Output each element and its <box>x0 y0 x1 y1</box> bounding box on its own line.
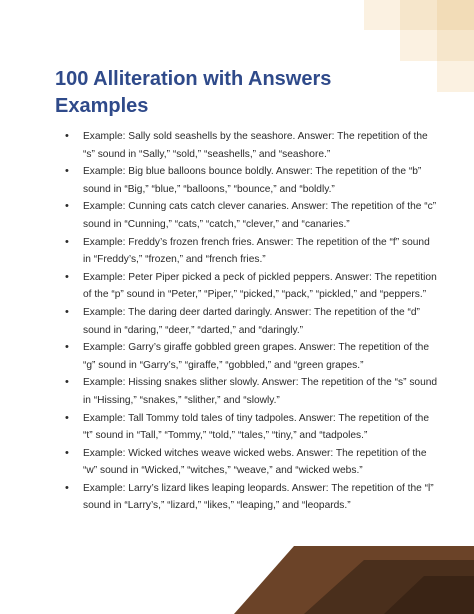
example-list <box>58 128 438 515</box>
list-item: • Example: Big blue balloons bounce boldly. Answer: The repetition of the “b” sound in “Big,” “blue,” “balloons,” “bounce,” and “boldly.” <box>58 163 438 198</box>
list-item: • Example: Larry’s lizard likes leaping leopards. Answer: The repetition of the “l” sound in “Larry’s,” “lizard,” “likes,” “leaping,” and “leopards.” <box>58 480 438 515</box>
list-item: • Example: Garry’s giraffe gobbled green grapes. Answer: The repetition of the “g” sound in “Garry’s,” “giraffe,” “gobbled,” and “green grapes.” <box>58 339 438 374</box>
list-item: • Example: Peter Piper picked a peck of pickled peppers. Answer: The repetition of the “p” sound in “Peter,” “Piper,” “picked,” “pack,” “pickled,” and “peppers.” <box>58 269 438 304</box>
corner-decoration-bottom <box>174 546 474 614</box>
list-item: • Example: Sally sold seashells by the seashore. Answer: The repetition of the “s” sound in “Sally,” “sold,” “seashells,” and “seashore.” <box>58 128 438 163</box>
list-item: • Example: Cunning cats catch clever canaries. Answer: The repetition of the “c” sound in “Cunning,” “cats,” “catch,” “clever,” and “canaries.” <box>58 198 438 233</box>
title-line-1: 100 Alliteration with Answers <box>55 68 332 90</box>
list-item: • Example: Hissing snakes slither slowly. Answer: The repetition of the “s” sound in “Hissing,” “snakes,” “slither,” and “slowly.” <box>58 374 438 409</box>
list-item: • Example: Freddy’s frozen french fries. Answer: The repetition of the “f” sound in “Freddy’s,” “frozen,” and “french fries.” <box>58 234 438 269</box>
title-line-2: Examples <box>55 95 149 117</box>
document-title <box>55 66 331 120</box>
list-item: • Example: Tall Tommy told tales of tiny tadpoles. Answer: The repetition of the “t” sound in “Tall,” “Tommy,” “told,” “tales,” “tiny,” and “tadpoles.” <box>58 410 438 445</box>
list-item: • Example: Wicked witches weave wicked webs. Answer: The repetition of the “w” sound in “Wicked,” “witches,” “weave,” and “wicked webs.” <box>58 445 438 480</box>
corner-decoration-top <box>364 0 474 92</box>
list-item: • Example: The daring deer darted daringly. Answer: The repetition of the “d” sound in “daring,” “deer,” “darted,” and “daringly.” <box>58 304 438 339</box>
